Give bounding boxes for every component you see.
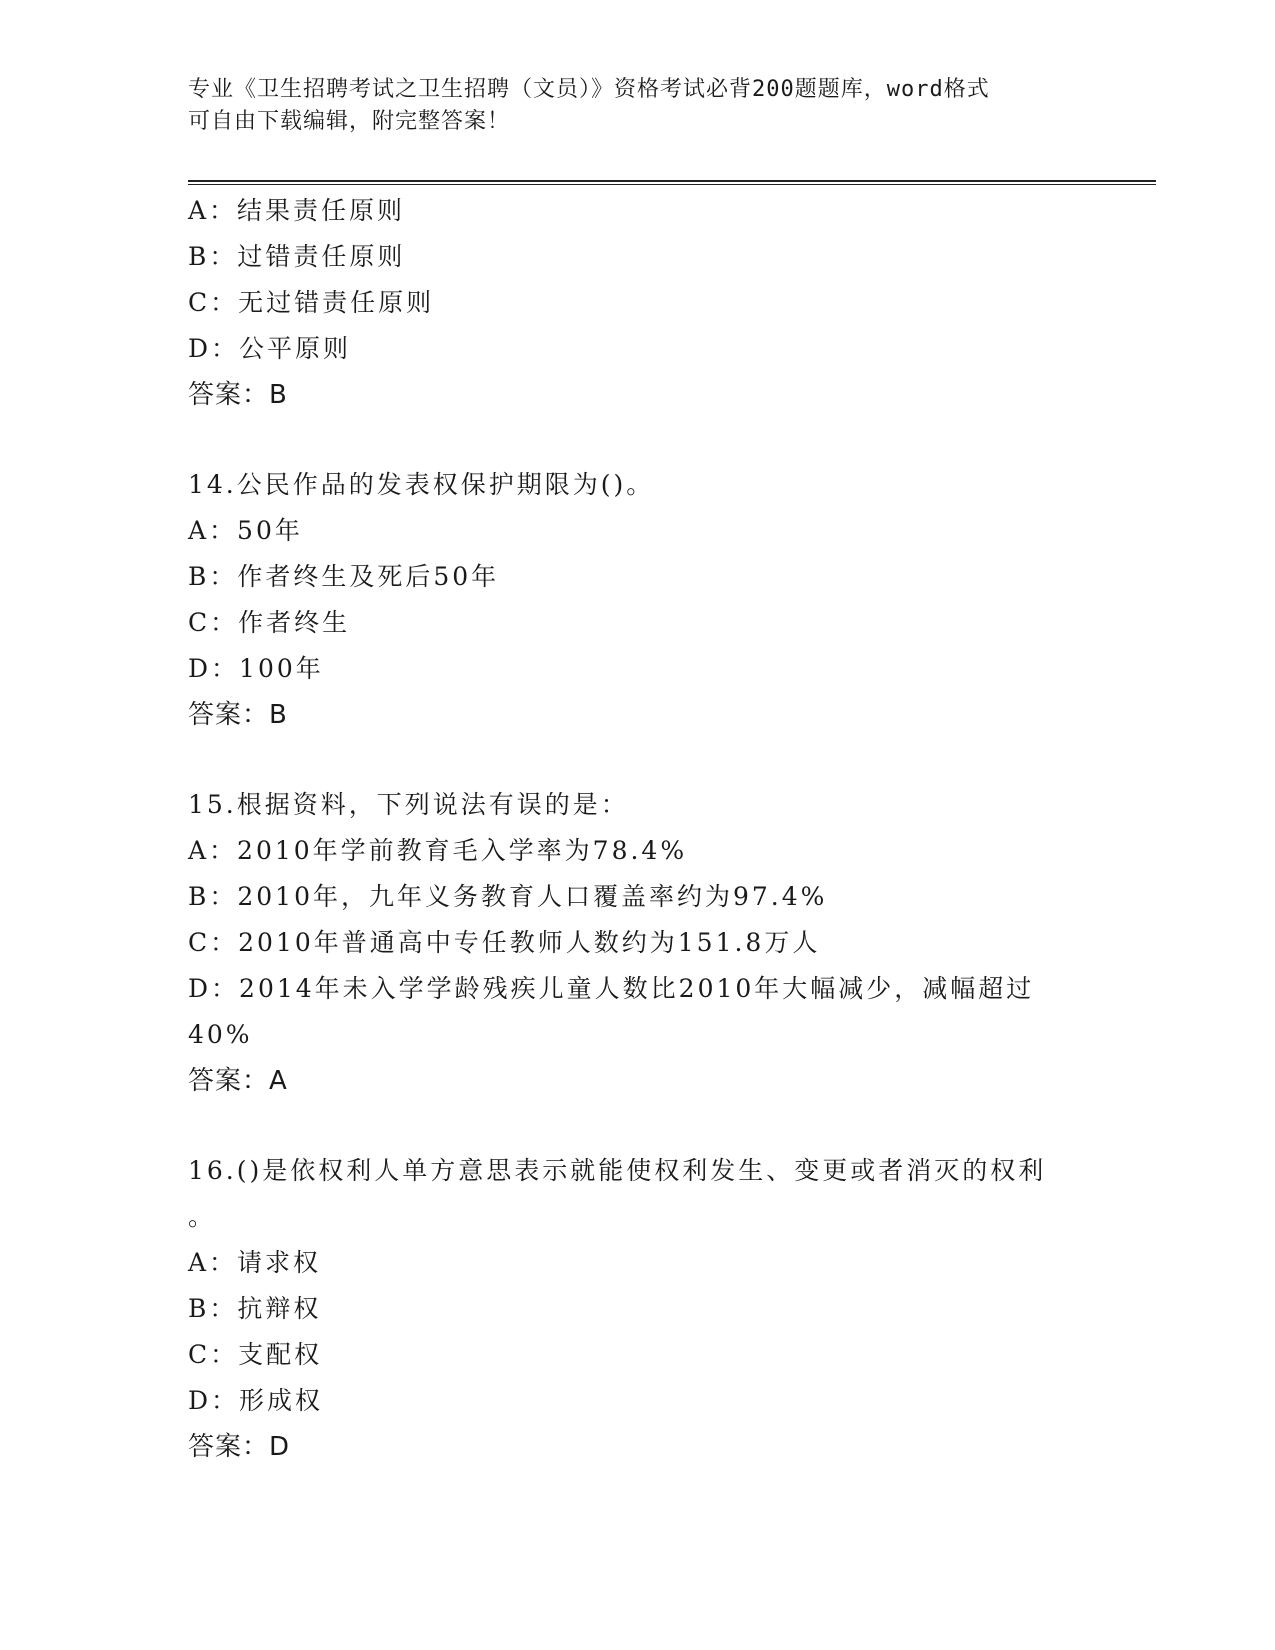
question-16-option-b: B：抗辩权 [188, 1294, 322, 1323]
question-15-stem: 15.根据资料，下列说法有误的是： [188, 790, 629, 819]
question-16-option-a: A：请求权 [188, 1248, 322, 1277]
question-14-option-a: A：50年 [188, 516, 303, 545]
question-13 [188, 188, 1088, 418]
question-16-option-d: D：形成权 [188, 1386, 324, 1415]
header-divider [188, 180, 1156, 185]
question-16-answer: 答案：D [188, 1432, 291, 1462]
question-list [188, 188, 1088, 1470]
spacer [188, 418, 1088, 462]
spacer [188, 738, 1088, 782]
question-14-answer: 答案：B [188, 700, 288, 730]
question-14 [188, 462, 1088, 738]
question-16-option-c: C：支配权 [188, 1340, 323, 1369]
question-16-stem-continued: 。 [188, 1202, 217, 1231]
question-16 [188, 1148, 1088, 1470]
question-15 [188, 782, 1088, 1104]
question-13-answer: 答案：B [188, 380, 288, 410]
header-title-line-1: 专业《卫生招聘考试之卫生招聘（文员）》资格考试必背200题题库，word格式 [188, 77, 990, 102]
question-13-option-d: D：公平原则 [188, 334, 352, 363]
question-15-option-d-continued: 40% [188, 1020, 253, 1049]
question-14-option-b: B：作者终生及死后50年 [188, 562, 500, 591]
question-16-stem: 16.()是依权利人单方意思表示就能使权利发生、变更或者消灭的权利 [188, 1156, 1047, 1185]
document-header [188, 74, 1088, 138]
question-15-answer: 答案：A [188, 1066, 288, 1096]
question-14-option-d: D：100年 [188, 654, 324, 683]
question-13-option-a: A：结果责任原则 [188, 196, 406, 225]
question-13-option-c: C：无过错责任原则 [188, 288, 435, 317]
question-14-option-c: C：作者终生 [188, 608, 351, 637]
question-15-option-b: B：2010年，九年义务教育人口覆盖率约为97.4% [188, 882, 828, 911]
spacer [188, 1104, 1088, 1148]
question-13-option-b: B：过错责任原则 [188, 242, 406, 271]
question-15-option-a: A：2010年学前教育毛入学率为78.4% [188, 836, 688, 865]
question-15-option-c: C：2010年普通高中专任教师人数约为151.8万人 [188, 928, 821, 957]
question-14-stem: 14.公民作品的发表权保护期限为()。 [188, 470, 655, 499]
header-title-line-2: 可自由下载编辑，附完整答案！ [188, 109, 511, 134]
question-15-option-d: D：2014年未入学学龄残疾儿童人数比2010年大幅减少，减幅超过 [188, 974, 1035, 1003]
